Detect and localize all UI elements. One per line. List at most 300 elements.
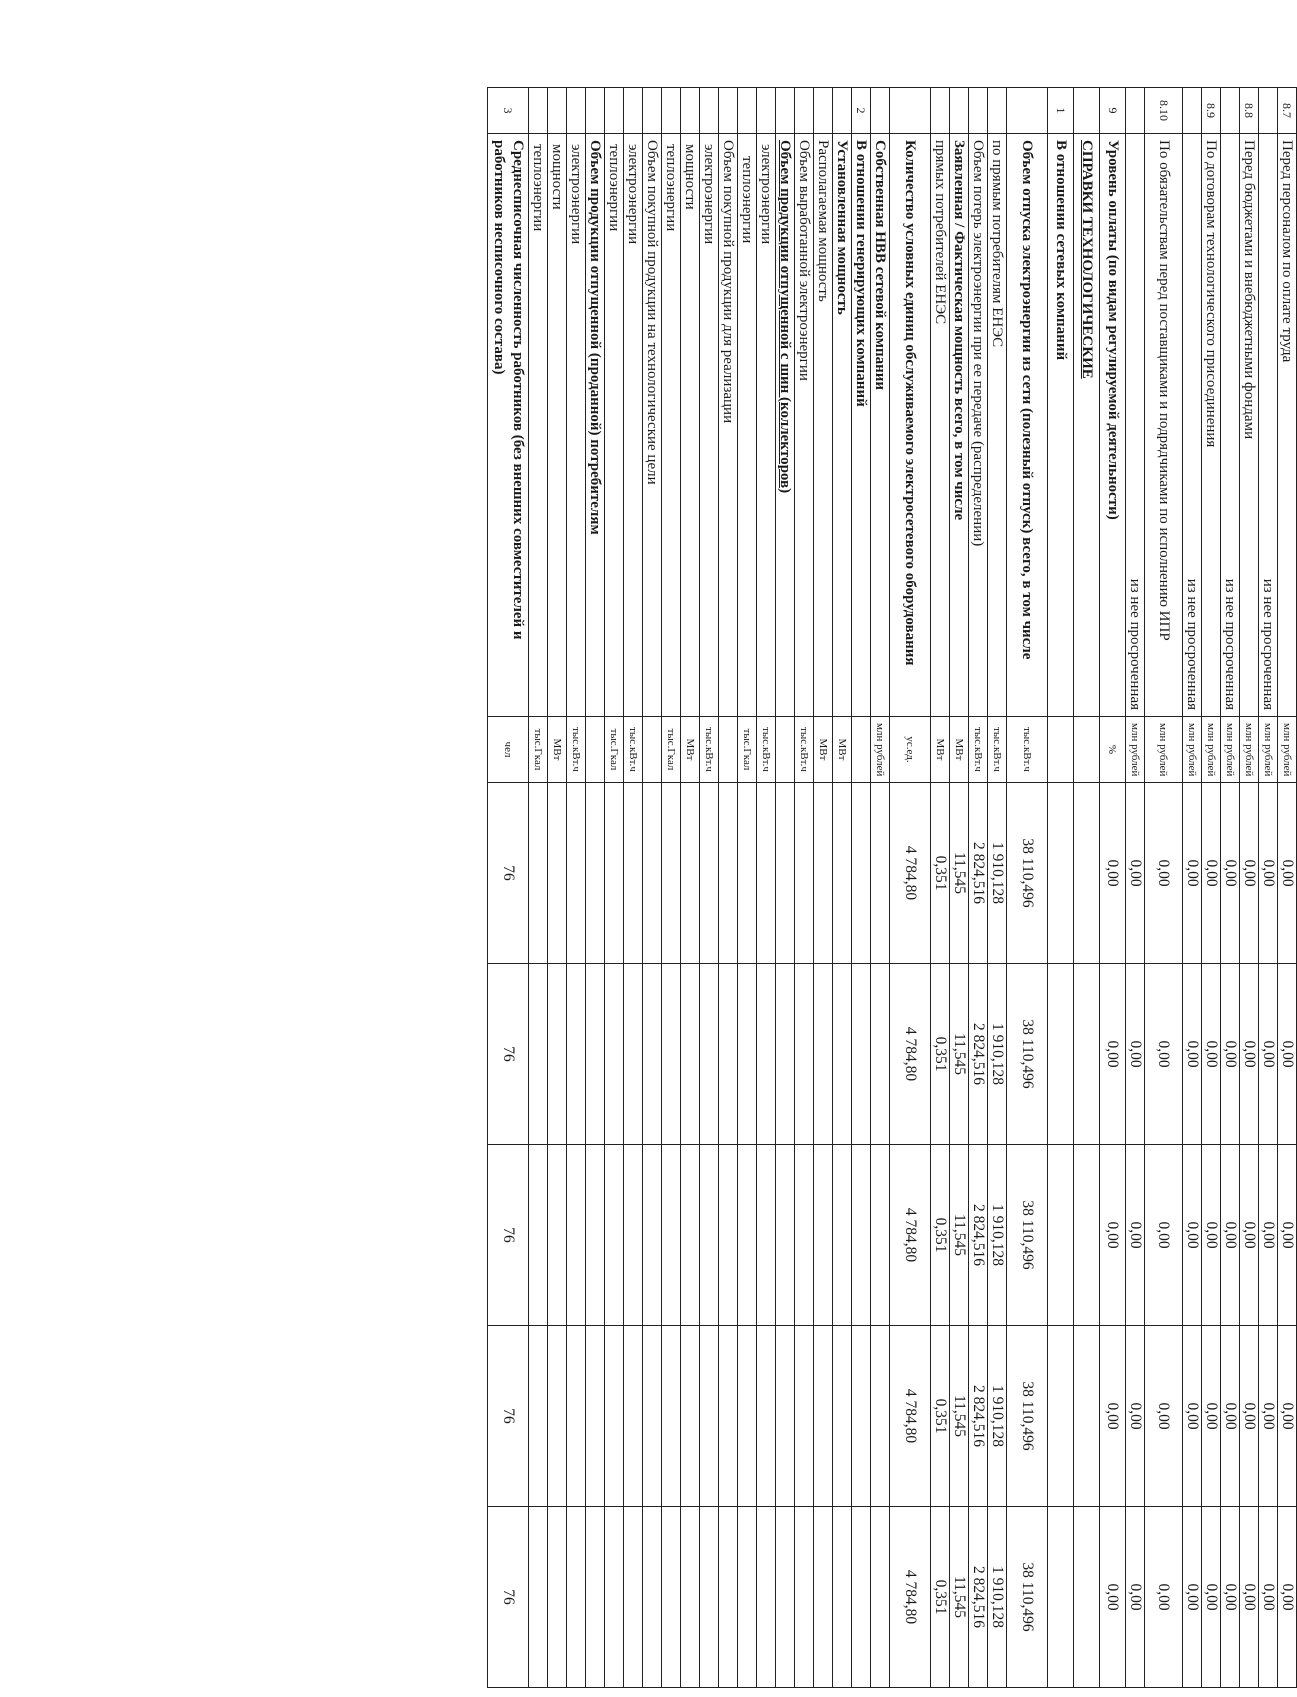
row-number [681, 88, 700, 134]
value-cell: 0,00 [1240, 783, 1259, 964]
unit-cell: млн рублей [1221, 717, 1240, 783]
value-cell [833, 1145, 852, 1326]
table-row [1221, 88, 1240, 1688]
indicator-name-text: Объем продукции отпущенной с шин (коллекторов) [777, 140, 794, 494]
value-cell [795, 1507, 814, 1688]
unit-cell: тыс.кВт.ч [624, 717, 643, 783]
indicator-name-text: Уровень оплаты (по видам регулируемой деятельности) [1105, 140, 1121, 520]
table-row [624, 88, 643, 1688]
value-cell [605, 1326, 624, 1507]
table-row [1145, 88, 1183, 1688]
value-cell [643, 964, 662, 1145]
unit-cell: тыс.кВт.ч [700, 717, 719, 783]
indicator-name-text: Объем покупной продукции для реализации [720, 140, 737, 424]
indicator-name [1145, 134, 1183, 717]
value-cell: 0,00 [1259, 1145, 1278, 1326]
value-cell [700, 1326, 719, 1507]
value-cell [1048, 964, 1074, 1145]
indicator-name-text: По договорам технологического присоединения [1203, 140, 1220, 448]
indicator-name [700, 134, 719, 717]
unit-cell: млн рублей [1183, 717, 1202, 783]
indicator-name-text: Среднесписочная численность работников (без внешних совместителей и работников несписочного состава) [491, 140, 526, 640]
value-cell: 0,00 [1202, 1507, 1221, 1688]
value-cell: 0,00 [1100, 783, 1126, 964]
indicator-name [795, 134, 814, 717]
indicator-name [1048, 134, 1074, 717]
row-number [738, 88, 757, 134]
value-cell: 38 110,496 [1007, 1326, 1048, 1507]
value-cell: 0,00 [1100, 1326, 1126, 1507]
indicator-name-text: Объем выработанной электроэнергии [796, 140, 813, 381]
indicator-name-text: из нее просроченная [1222, 578, 1239, 710]
value-cell: 0,00 [1259, 964, 1278, 1145]
indicator-name [488, 134, 529, 717]
value-cell [548, 1507, 567, 1688]
row-number [605, 88, 624, 134]
row-number [1126, 88, 1145, 134]
value-cell [871, 1507, 890, 1688]
value-cell [738, 783, 757, 964]
table-row [662, 88, 681, 1688]
value-cell: 0,00 [1259, 1326, 1278, 1507]
value-cell [1048, 1145, 1074, 1326]
unit-cell: тыс.Гкал [662, 717, 681, 783]
value-cell: 0,351 [931, 1145, 950, 1326]
indicator-name [757, 134, 776, 717]
unit-cell [1048, 717, 1074, 783]
value-cell [814, 1507, 833, 1688]
indicator-name [988, 134, 1007, 717]
unit-cell: МВт [833, 717, 852, 783]
value-cell: 0,00 [1145, 1145, 1183, 1326]
unit-cell [586, 717, 605, 783]
value-cell [814, 1326, 833, 1507]
indicator-name-text: по прямым потребителям ЕНЭС [989, 140, 1006, 348]
table-row [814, 88, 833, 1688]
value-cell [795, 964, 814, 1145]
value-cell [757, 964, 776, 1145]
value-cell [776, 1326, 795, 1507]
value-cell [529, 1507, 548, 1688]
unit-cell: тыс.Гкал [738, 717, 757, 783]
indicator-name [586, 134, 605, 717]
value-cell [719, 1326, 738, 1507]
indicator-name-text: В отношении сетевых компаний [1053, 140, 1069, 361]
value-cell: 0,00 [1278, 1145, 1297, 1326]
value-cell [529, 783, 548, 964]
value-cell [1048, 1326, 1074, 1507]
value-cell: 0,00 [1202, 1145, 1221, 1326]
indicator-name-text: В отношении генерирующих компаний [853, 140, 870, 407]
unit-cell [643, 717, 662, 783]
indicator-name [1007, 134, 1048, 717]
value-cell [795, 1326, 814, 1507]
table-row [1100, 88, 1126, 1688]
table-row [700, 88, 719, 1688]
value-cell: 0,00 [1183, 1507, 1202, 1688]
value-cell [871, 964, 890, 1145]
row-number [548, 88, 567, 134]
value-cell: 0,00 [1240, 1326, 1259, 1507]
value-cell: 0,00 [1240, 1507, 1259, 1688]
value-cell: 0,00 [1145, 1326, 1183, 1507]
row-number [719, 88, 738, 134]
row-number: 8.10 [1145, 88, 1183, 134]
indicator-name-text: из нее просроченная [1260, 578, 1277, 710]
indicator-name-text: Заявленная / Фактическая мощность всего, в том числе [951, 140, 968, 521]
indicator-name [624, 134, 643, 717]
table-row [1126, 88, 1145, 1688]
row-number: 8.8 [1240, 88, 1259, 134]
value-cell: 0,00 [1100, 1145, 1126, 1326]
indicator-name [567, 134, 586, 717]
value-cell: 11,545 [950, 1145, 969, 1326]
unit-cell: тыс.кВт.ч [1007, 717, 1048, 783]
table-row [988, 88, 1007, 1688]
table-row [757, 88, 776, 1688]
value-cell [548, 783, 567, 964]
value-cell [738, 1145, 757, 1326]
table-row [950, 88, 969, 1688]
value-cell: 38 110,496 [1007, 1145, 1048, 1326]
value-cell [643, 1145, 662, 1326]
value-cell [814, 783, 833, 964]
row-number [529, 88, 548, 134]
value-cell: 1 910,128 [988, 783, 1007, 964]
value-cell [1074, 964, 1100, 1145]
row-number: 9 [1100, 88, 1126, 134]
value-cell: 0,351 [931, 783, 950, 964]
indicator-name [529, 134, 548, 717]
value-cell [814, 964, 833, 1145]
table-row [567, 88, 586, 1688]
value-cell [776, 964, 795, 1145]
unit-cell: МВт [931, 717, 950, 783]
value-cell [586, 1507, 605, 1688]
row-number [931, 88, 950, 134]
value-cell: 11,545 [950, 783, 969, 964]
value-cell: 0,00 [1202, 783, 1221, 964]
value-cell: 1 910,128 [988, 1145, 1007, 1326]
row-number [795, 88, 814, 134]
value-cell [852, 1145, 871, 1326]
value-cell: 2 824,516 [969, 1507, 988, 1688]
table-row [548, 88, 567, 1688]
value-cell [662, 1326, 681, 1507]
value-cell [586, 1145, 605, 1326]
value-cell [662, 964, 681, 1145]
indicator-name-text: Объем отпуска электроэнергии из сети (полезный отпуск) всего, в том числе [1019, 140, 1036, 660]
value-cell [757, 1145, 776, 1326]
unit-cell: чел [488, 717, 529, 783]
row-number: 2 [852, 88, 871, 134]
value-cell: 0,00 [1278, 1326, 1297, 1507]
value-cell: 0,00 [1278, 1507, 1297, 1688]
value-cell: 0,00 [1240, 964, 1259, 1145]
table-row [1048, 88, 1074, 1688]
row-number [776, 88, 795, 134]
value-cell: 0,00 [1278, 783, 1297, 964]
row-number [567, 88, 586, 134]
table-row [681, 88, 700, 1688]
value-cell [643, 1326, 662, 1507]
value-cell [624, 964, 643, 1145]
unit-cell: млн рублей [1240, 717, 1259, 783]
value-cell: 11,545 [950, 1326, 969, 1507]
table-row [969, 88, 988, 1688]
value-cell [662, 1145, 681, 1326]
unit-cell: тыс.кВт.ч [988, 717, 1007, 783]
row-number [643, 88, 662, 134]
value-cell [795, 783, 814, 964]
value-cell: 76 [488, 783, 529, 964]
indicator-name [950, 134, 969, 717]
value-cell: 0,00 [1202, 964, 1221, 1145]
value-cell [1074, 1145, 1100, 1326]
table-row [776, 88, 795, 1688]
unit-cell: млн рублей [1278, 717, 1297, 783]
value-cell [662, 1507, 681, 1688]
value-cell [833, 783, 852, 964]
value-cell: 0,00 [1126, 783, 1145, 964]
value-cell [719, 964, 738, 1145]
unit-cell: тыс.Гкал [605, 717, 624, 783]
value-cell [871, 1145, 890, 1326]
table-row [871, 88, 890, 1688]
table-row [586, 88, 605, 1688]
row-number [969, 88, 988, 134]
unit-cell [852, 717, 871, 783]
value-cell [776, 1145, 795, 1326]
value-cell: 38 110,496 [1007, 964, 1048, 1145]
value-cell [605, 1507, 624, 1688]
value-cell: 0,00 [1259, 783, 1278, 964]
indicator-name-text: СПРАВКИ ТЕХНОЛОГИЧЕСКИЕ [1079, 140, 1095, 379]
indicator-name-text: Установленная мощность [834, 140, 851, 315]
indicator-name [605, 134, 624, 717]
row-number [988, 88, 1007, 134]
value-cell [605, 1145, 624, 1326]
indicator-name-text: мощности [549, 144, 566, 210]
value-cell [624, 1145, 643, 1326]
value-cell [624, 783, 643, 964]
table-row [719, 88, 738, 1688]
row-number: 3 [488, 88, 529, 134]
value-cell [852, 783, 871, 964]
value-cell [681, 1507, 700, 1688]
row-number: 1 [1048, 88, 1074, 134]
indicator-name [833, 134, 852, 717]
indicator-name-text: теплоэнергии [606, 144, 623, 232]
value-cell: 0,00 [1221, 783, 1240, 964]
table-row [488, 88, 529, 1688]
value-cell [757, 1326, 776, 1507]
value-cell [1048, 1507, 1074, 1688]
indicator-name-text: Собственная НВВ сетевой компании [872, 140, 889, 391]
indicator-name [931, 134, 950, 717]
table-row [890, 88, 931, 1688]
value-cell [719, 1507, 738, 1688]
value-cell: 76 [488, 1507, 529, 1688]
value-cell [700, 1145, 719, 1326]
value-cell [643, 783, 662, 964]
row-number: 8.7 [1278, 88, 1297, 134]
value-cell [738, 1326, 757, 1507]
value-cell [1074, 1507, 1100, 1688]
value-cell [700, 1507, 719, 1688]
indicator-name-text: электроэнергии [701, 144, 718, 245]
value-cell: 0,00 [1145, 1507, 1183, 1688]
unit-cell: ус.ед. [890, 717, 931, 783]
indicator-name [643, 134, 662, 717]
row-number [586, 88, 605, 134]
value-cell: 0,00 [1126, 1507, 1145, 1688]
indicator-name-text: Перед персоналом по оплате труда [1279, 140, 1296, 363]
value-cell: 1 910,128 [988, 1326, 1007, 1507]
value-cell: 4 784,80 [890, 964, 931, 1145]
table-row [643, 88, 662, 1688]
value-cell [871, 1326, 890, 1507]
row-number [871, 88, 890, 134]
value-cell [586, 1326, 605, 1507]
indicator-name [890, 134, 931, 717]
indicator-name-text: Перед бюджетами и внебюджетными фондами [1241, 140, 1258, 440]
value-cell [567, 964, 586, 1145]
indicator-name [776, 134, 795, 717]
row-number [1259, 88, 1278, 134]
indicator-name [852, 134, 871, 717]
value-cell: 0,00 [1100, 1507, 1126, 1688]
row-number [833, 88, 852, 134]
indicator-name [681, 134, 700, 717]
value-cell [548, 964, 567, 1145]
value-cell [719, 1145, 738, 1326]
value-cell [624, 1326, 643, 1507]
value-cell [567, 783, 586, 964]
value-cell: 2 824,516 [969, 1145, 988, 1326]
value-cell [567, 1507, 586, 1688]
value-cell [852, 964, 871, 1145]
value-cell: 0,00 [1100, 964, 1126, 1145]
indicator-name [738, 134, 757, 717]
row-number: 8.9 [1202, 88, 1221, 134]
value-cell [1048, 783, 1074, 964]
value-cell: 4 784,80 [890, 783, 931, 964]
value-cell [1074, 783, 1100, 964]
indicator-name-text: По обязательствам перед поставщиками и подрядчиками по исполнению ИПР [1156, 140, 1172, 641]
indicator-name-text: Объем покупной продукции на технологические цели [644, 140, 661, 485]
value-cell [814, 1145, 833, 1326]
unit-cell: МВт [681, 717, 700, 783]
value-cell [681, 964, 700, 1145]
value-cell: 0,00 [1183, 1326, 1202, 1507]
value-cell: 0,00 [1240, 1145, 1259, 1326]
unit-cell [1074, 717, 1100, 783]
indicator-name-text: электроэнергии [625, 144, 642, 245]
value-cell [871, 783, 890, 964]
value-cell [776, 1507, 795, 1688]
value-cell [681, 1145, 700, 1326]
indicator-name-text: электроэнергии [758, 144, 775, 245]
row-number [1221, 88, 1240, 134]
value-cell: 0,00 [1221, 1145, 1240, 1326]
value-cell [795, 1145, 814, 1326]
indicator-name-text: Располагаемая мощность [815, 140, 832, 302]
table-row [852, 88, 871, 1688]
value-cell [548, 1326, 567, 1507]
table-row [1278, 88, 1297, 1688]
value-cell: 2 824,516 [969, 964, 988, 1145]
unit-cell: млн рублей [1259, 717, 1278, 783]
indicator-name-text: Объем продукции отпущенной (проданной) потребителям [587, 140, 604, 535]
value-cell [662, 783, 681, 964]
indicator-name [871, 134, 890, 717]
indicator-name [1221, 134, 1240, 717]
value-cell: 1 910,128 [988, 964, 1007, 1145]
value-cell: 0,00 [1126, 1145, 1145, 1326]
row-number [662, 88, 681, 134]
indicator-name [1126, 134, 1145, 717]
value-cell [529, 1326, 548, 1507]
indicator-name-text: электроэнергии [568, 144, 585, 245]
value-cell [643, 1507, 662, 1688]
value-cell: 0,00 [1221, 1507, 1240, 1688]
value-cell: 0,00 [1278, 964, 1297, 1145]
value-cell [833, 1507, 852, 1688]
value-cell: 76 [488, 1145, 529, 1326]
unit-cell: млн рублей [871, 717, 890, 783]
unit-cell: тыс.кВт.ч [567, 717, 586, 783]
indicator-name [1240, 134, 1259, 717]
value-cell: 4 784,80 [890, 1326, 931, 1507]
value-cell: 11,545 [950, 964, 969, 1145]
value-cell [738, 1507, 757, 1688]
value-cell: 0,00 [1145, 964, 1183, 1145]
indicator-name [719, 134, 738, 717]
unit-cell [719, 717, 738, 783]
value-cell: 0,00 [1183, 783, 1202, 964]
indicator-name-text: теплоэнергии [530, 144, 547, 232]
indicator-name-text: теплоэнергии [739, 156, 756, 244]
indicator-name [1202, 134, 1221, 717]
row-number [950, 88, 969, 134]
unit-cell: тыс.кВт.ч [969, 717, 988, 783]
value-cell [719, 783, 738, 964]
value-cell [681, 1326, 700, 1507]
unit-cell: млн рублей [1202, 717, 1221, 783]
value-cell: 0,00 [1145, 783, 1183, 964]
value-cell: 2 824,516 [969, 1326, 988, 1507]
value-cell: 0,351 [931, 1507, 950, 1688]
value-cell [852, 1326, 871, 1507]
indicator-name [1074, 134, 1100, 717]
value-cell: 0,00 [1126, 964, 1145, 1145]
value-cell [681, 783, 700, 964]
value-cell [833, 964, 852, 1145]
value-cell: 4 784,80 [890, 1507, 931, 1688]
table-row [931, 88, 950, 1688]
row-number [757, 88, 776, 134]
value-cell [1074, 1326, 1100, 1507]
value-cell [757, 1507, 776, 1688]
value-cell: 0,00 [1221, 1326, 1240, 1507]
value-cell [605, 783, 624, 964]
row-number [1074, 88, 1100, 134]
indicator-name-text: Объем потерь электроэнергии при ее передаче (распределении) [970, 140, 987, 547]
indicator-name-text: прямых потребителей ЕНЭС [932, 140, 949, 325]
value-cell [548, 1145, 567, 1326]
rotated-table-sheet [77, 87, 1297, 1687]
